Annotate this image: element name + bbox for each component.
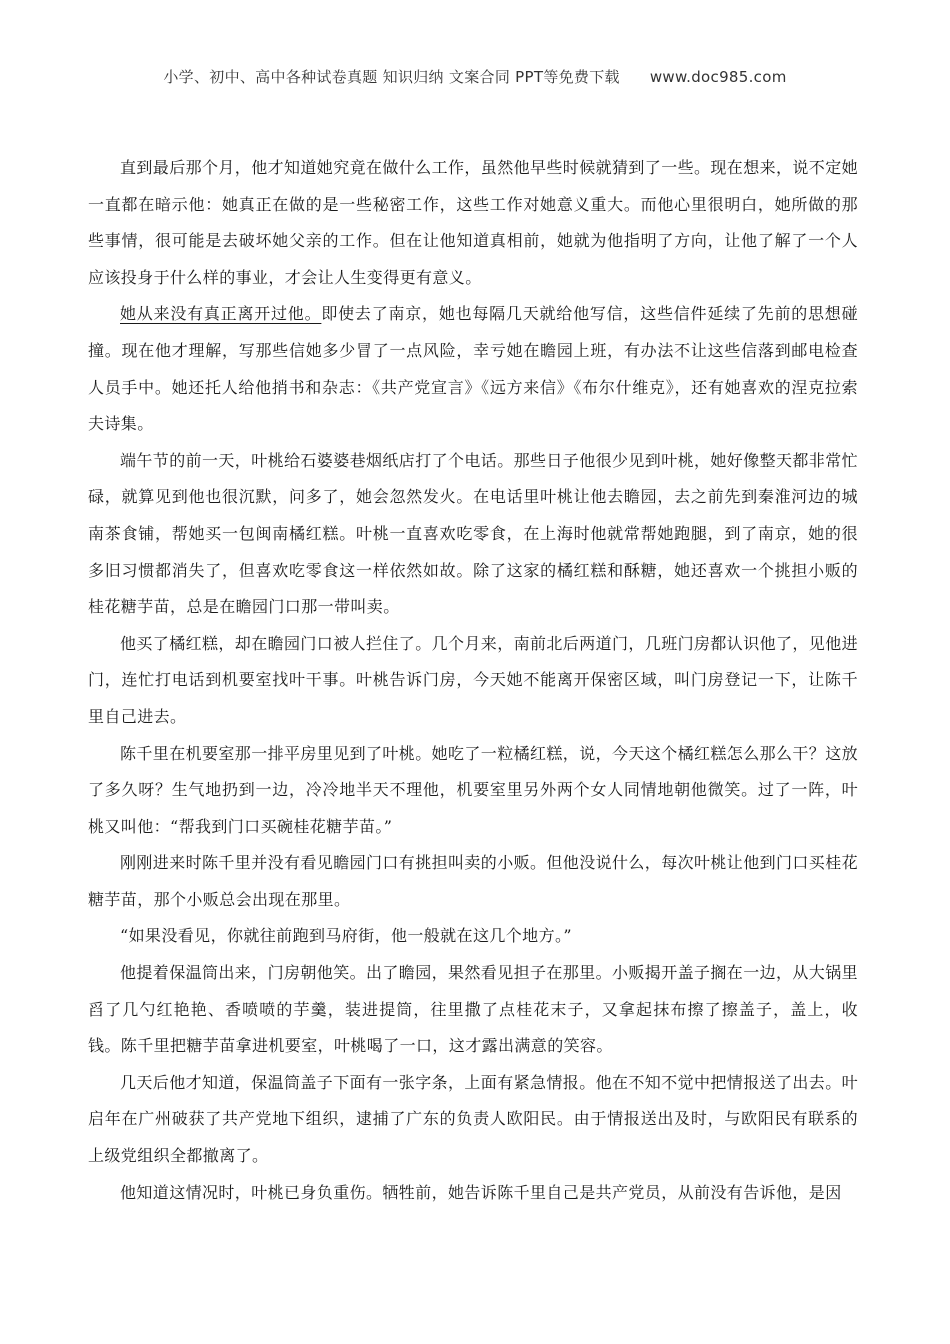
paragraph: 陈千里在机要室那一排平房里见到了叶桃。她吃了一粒橘红糕，说，今天这个橘红糕怎么那么干？这放了多久呀？生气地扔到一边，冷冷地半天不理他，机要室里另外两个女人同情地朝他微笑。过了一阵，叶桃又叫他：“帮我到门口买碗桂花糖芋苗。”	[88, 743, 859, 836]
paragraph	[88, 296, 858, 442]
header-text: 小学、初中、高中各种试卷真题 知识归纳 文案合同 PPT等免费下载	[163, 68, 620, 86]
paragraph-rest: 即使去了南京，她也每隔几天就给他写信，这些信件延续了先前的思想碰撞。现在他才理解，写那些信她多少冒了一点风险，幸亏她在瞻园上班，有办法不让这些信落到邮电检查人员手中。她还托人给他捎书和杂志：《共产党宣言》《远方来信》《布尔什维克》，还有她喜欢的涅克拉索夫诗集。	[88, 304, 858, 434]
page-header	[0, 66, 950, 87]
paragraph: 端午节的前一天，叶桃给石婆婆巷烟纸店打了个电话。那些日子他很少见到叶桃，她好像整天都非常忙碌，就算见到他也很沉默，问多了，她会忽然发火。在电话里叶桃让他去瞻园，去之前先到秦淮河边的城南茶食铺，帮她买一包闽南橘红糕。叶桃一直喜欢吃零食，在上海时他就常帮她跑腿，到了南京，她的很多旧习惯都消失了，但喜欢吃零食这一样依然如故。除了这家的橘红糕和酥糖，她还喜欢一个挑担小贩的桂花糖芋苗，总是在瞻园门口那一带叫卖。	[88, 450, 859, 617]
paragraph: 刚刚进来时陈千里并没有看见瞻园门口有挑担叫卖的小贩。但他没说什么，每次叶桃让他到门口买桂花糖芋苗，那个小贩总会出现在那里。	[88, 853, 859, 909]
article-body	[88, 150, 858, 1211]
header-site-link[interactable]: www.doc985.com	[649, 68, 787, 86]
paragraph: “如果没看见，你就往前跑到马府街，他一般就在这几个地方。”	[120, 926, 572, 946]
paragraph: 他买了橘红糕，却在瞻园门口被人拦住了。几个月来，南前北后两道门，几班门房都认识他了，见他进门，连忙打电话到机要室找叶干事。叶桃告诉门房，今天她不能离开保密区域，叫门房登记一下，让陈千里自己进去。	[88, 633, 859, 726]
paragraph: 他知道这情况时，叶桃已身负重伤。牺牲前，她告诉陈千里自己是共产党员，从前没有告诉他，是因	[120, 1182, 842, 1202]
paragraph: 几天后他才知道，保温筒盖子下面有一张字条，上面有紧急情报。他在不知不觉中把情报送了出去。叶启年在广州破获了共产党地下组织，逮捕了广东的负责人欧阳民。由于情报送出及时，与欧阳民有联系的上级党组织全都撤离了。	[88, 1072, 859, 1166]
underlined-sentence: 她从来没有真正离开过他。	[120, 304, 322, 324]
paragraph: 直到最后那个月，他才知道她究竟在做什么工作，虽然他早些时候就猜到了一些。现在想来，说不定她一直都在暗示他：她真正在做的是一些秘密工作，这些工作对她意义重大。而他心里很明白，她所做的那些事情，很可能是去破坏她父亲的工作。但在让他知道真相前，她就为他指明了方向，让他了解了一个人应该投身于什么样的事业，才会让人生变得更有意义。	[88, 158, 859, 287]
paragraph: 他提着保温筒出来，门房朝他笑。出了瞻园，果然看见担子在那里。小贩揭开盖子搁在一边，从大锅里舀了几勺红艳艳、香喷喷的芋羹，装进提筒，往里撒了点桂花末子，又拿起抹布擦了擦盖子，盖上，收钱。陈千里把糖芋苗拿进机要室，叶桃喝了一口，这才露出满意的笑容。	[88, 963, 859, 1056]
